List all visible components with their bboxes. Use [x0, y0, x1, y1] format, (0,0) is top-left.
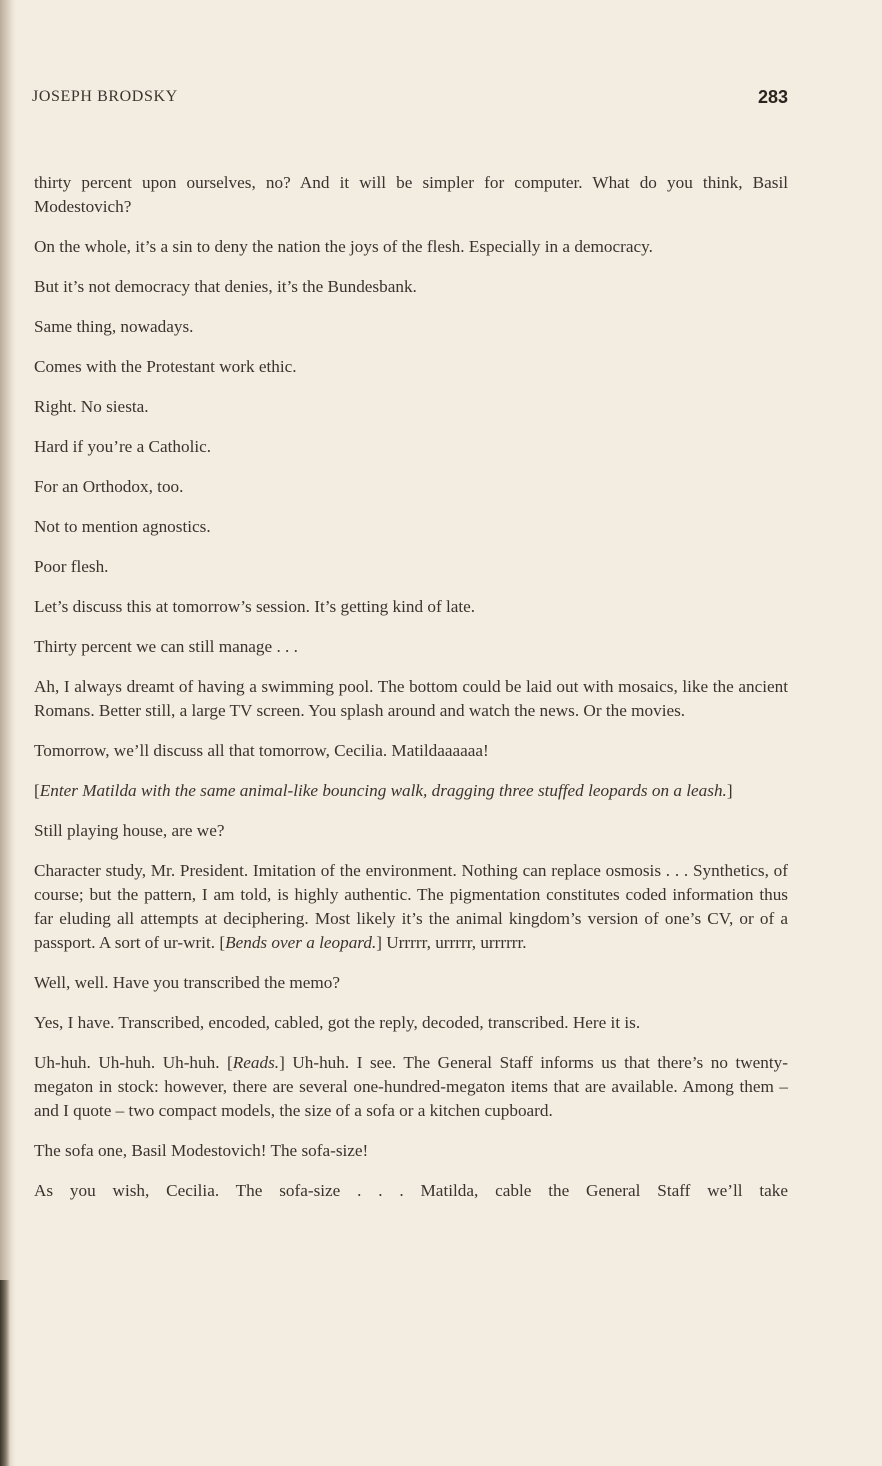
body-text	[34, 171, 788, 1219]
paragraph	[34, 779, 788, 803]
paragraph-text: Not to mention agnostics.	[34, 517, 211, 536]
paragraph	[34, 515, 788, 539]
paragraph	[34, 435, 788, 459]
paragraph-text: Ah, I always dreamt of having a swimming pool. The bottom could be laid out with mosaics, like the ancient Romans. Better still, a large TV screen. You splash around and watch the news. Or the movies.	[34, 677, 788, 720]
paragraph-text: Yes, I have. Transcribed, encoded, cabled, got the reply, decoded, transcribed. Here it is.	[34, 1013, 641, 1032]
paragraph	[34, 171, 788, 219]
paragraph-text: Comes with the Protestant work ethic.	[34, 357, 297, 376]
paragraph	[34, 1179, 788, 1203]
paragraph	[34, 1011, 788, 1035]
paragraph-text: ] Uh-huh. I see. The General Staff informs us that there’s no twenty-megaton in stock: however, there are several one-hundred-megaton items that are available. Among them – and I quote – two compact models, the size of a sofa or a kitchen cupboard.	[34, 1053, 788, 1120]
paragraph-text: Tomorrow, we’ll discuss all that tomorrow, Cecilia. Matildaaaaaa!	[34, 741, 489, 760]
paragraph-text: Thirty percent we can still manage . . .	[34, 637, 298, 656]
stage-direction: Bends over a leopard.	[225, 933, 377, 952]
paragraph-text: Right. No siesta.	[34, 397, 149, 416]
paragraph	[34, 1051, 788, 1123]
paragraph-text: ] Urrrrr, urrrrr, urrrrrr.	[376, 933, 527, 952]
paragraph-text: Hard if you’re a Catholic.	[34, 437, 212, 456]
paragraph	[34, 595, 788, 619]
paragraph	[34, 971, 788, 995]
paragraph-text: thirty percent upon ourselves, no? And it will be simpler for computer. What do you think, Basil Modestovich?	[34, 173, 788, 216]
paragraph	[34, 635, 788, 659]
paragraph-text: Still playing house, are we?	[34, 821, 225, 840]
paragraph	[34, 395, 788, 419]
book-spine-shadow	[0, 1280, 10, 1466]
paragraph-text: Same thing, nowadays.	[34, 317, 194, 336]
paragraph-text: Let’s discuss this at tomorrow’s session. It’s getting kind of late.	[34, 597, 476, 616]
paragraph-text: Character study, Mr. President. Imitation of the environment. Nothing can replace osmosis . . . Synthetics, of course; but the pattern, I am told, is highly authentic. The pigmentation constitutes coded information thus far eluding all attempts at deciphering. Most likely it’s the animal kingdom’s version of one’s CV, or of a passport. A sort of ur-writ. [	[34, 861, 788, 952]
paragraph	[34, 235, 788, 259]
paragraph	[34, 475, 788, 499]
paragraph-text: Uh-huh. Uh-huh. Uh-huh. [	[34, 1053, 233, 1072]
stage-direction: Enter Matilda with the same animal-like bouncing walk, dragging three stuffed leopards on a leash.	[39, 781, 727, 800]
paragraph	[34, 739, 788, 763]
paragraph	[34, 819, 788, 843]
paragraph	[34, 275, 788, 299]
paragraph-text: On the whole, it’s a sin to deny the nation the joys of the flesh. Especially in a democracy.	[34, 237, 653, 256]
paragraph	[34, 859, 788, 955]
paragraph-text: But it’s not democracy that denies, it’s the Bundesbank.	[34, 277, 417, 296]
paragraph	[34, 1139, 788, 1163]
paragraph	[34, 355, 788, 379]
paragraph-text: Well, well. Have you transcribed the memo?	[34, 973, 340, 992]
book-spine-shading	[0, 0, 16, 1466]
paragraph-text: [	[34, 781, 40, 800]
page-number: 283	[757, 87, 788, 107]
paragraph-text: The sofa one, Basil Modestovich! The sofa-size!	[34, 1141, 369, 1160]
paragraph	[34, 675, 788, 723]
paragraph-text: For an Orthodox, too.	[34, 477, 184, 496]
paragraph	[34, 315, 788, 339]
page-header	[32, 84, 788, 114]
running-head: JOSEPH BRODSKY	[32, 88, 178, 105]
paragraph-text: Poor flesh.	[34, 557, 109, 576]
stage-direction: Reads.	[232, 1053, 280, 1072]
paragraph-text: ]	[726, 781, 733, 800]
paragraph-text: As you wish, Cecilia. The sofa-size . . . Matilda, cable the General Staff we’ll take	[34, 1181, 788, 1200]
paragraph	[34, 555, 788, 579]
